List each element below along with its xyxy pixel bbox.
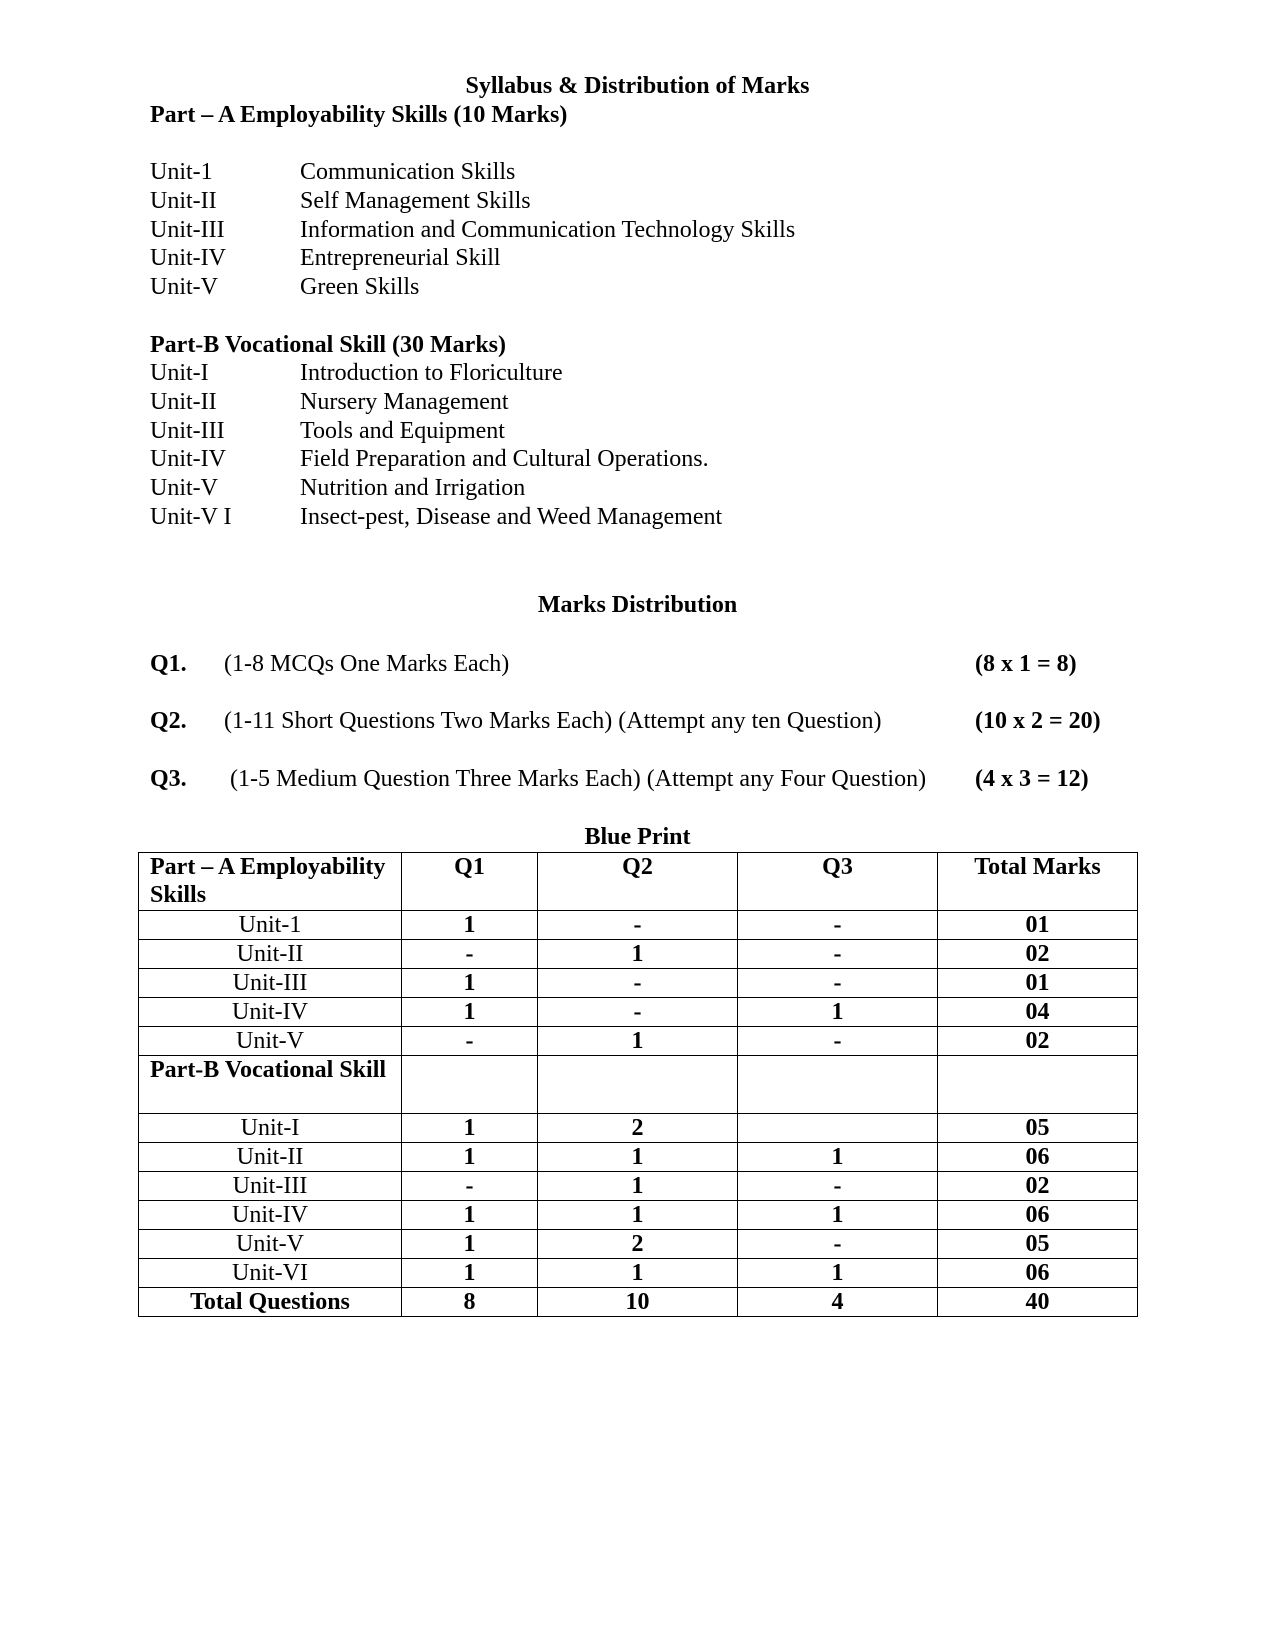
unit-code: Unit-V I [150, 503, 232, 530]
unit-name: Field Preparation and Cultural Operations. [300, 446, 709, 473]
q1-cell: - [402, 940, 538, 969]
total-cell: 01 [938, 911, 1138, 940]
totals-label-cell: Total Questions [139, 1288, 402, 1317]
unit-cell: Unit-III [139, 969, 402, 998]
q3-cell: 1 [738, 1143, 938, 1172]
part-a-unit-row [150, 158, 795, 187]
part-a-heading: Part – A Employability Skills (10 Marks) [150, 102, 568, 128]
empty-cell [402, 1056, 538, 1114]
unit-name: Tools and Equipment [300, 417, 505, 444]
q3-cell: - [738, 911, 938, 940]
part-b-unit-row [150, 445, 722, 474]
blue-print-table [138, 852, 1138, 1317]
empty-cell [738, 1056, 938, 1114]
q3-cell: - [738, 1172, 938, 1201]
q2-cell: 1 [538, 940, 738, 969]
q3-cell: 1 [738, 998, 938, 1027]
q2-cell: - [538, 998, 738, 1027]
table-row [139, 998, 1138, 1027]
total-cell: 04 [938, 998, 1138, 1027]
question-number: Q1. [150, 651, 187, 677]
totals-row [139, 1288, 1138, 1317]
unit-name: Nursery Management [300, 388, 509, 415]
q1-cell: - [402, 1027, 538, 1056]
total-cell: 01 [938, 969, 1138, 998]
part-b-unit-row [150, 388, 722, 417]
unit-name: Insect-pest, Disease and Weed Management [300, 503, 723, 530]
table-row [139, 1027, 1138, 1056]
total-cell: 06 [938, 1201, 1138, 1230]
q3-cell: - [738, 1027, 938, 1056]
unit-cell: Unit-II [139, 1143, 402, 1172]
q1-cell: 1 [402, 1143, 538, 1172]
unit-code: Unit-II [150, 388, 217, 415]
unit-name: Self Management Skills [300, 187, 531, 214]
part-a-header-cell: Part – A Employability Skills [139, 853, 402, 911]
question-description: (1-8 MCQs One Marks Each) [224, 651, 510, 677]
q2-total-cell: 10 [538, 1288, 738, 1317]
question-marks: (8 x 1 = 8) [975, 651, 1077, 677]
part-b-unit-list [150, 359, 722, 532]
blue-print-title: Blue Print [584, 824, 691, 850]
table-row [139, 1259, 1138, 1288]
q2-cell: 2 [538, 1230, 738, 1259]
part-a-unit-row [150, 216, 795, 245]
unit-name: Communication Skills [300, 159, 516, 185]
marks-distribution-title: Marks Distribution [537, 592, 738, 618]
unit-name: Introduction to Floriculture [300, 360, 563, 386]
unit-cell: Unit-I [139, 1114, 402, 1143]
unit-name: Green Skills [300, 274, 420, 301]
total-cell: 02 [938, 940, 1138, 969]
total-cell: 02 [938, 1027, 1138, 1056]
q1-cell: 1 [402, 1114, 538, 1143]
table-row [139, 1201, 1138, 1230]
q3-cell: - [738, 969, 938, 998]
page-title: Syllabus & Distribution of Marks [465, 73, 810, 99]
q1-cell: 1 [402, 1259, 538, 1288]
unit-name: Information and Communication Technology Skills [300, 216, 796, 243]
part-b-heading: Part-B Vocational Skill (30 Marks) [150, 332, 507, 358]
empty-cell [938, 1056, 1138, 1114]
part-a-unit-row [150, 273, 795, 302]
part-a-unit-list [150, 158, 795, 302]
unit-cell: Unit-VI [139, 1259, 402, 1288]
total-header-cell: Total Marks [938, 853, 1138, 911]
question-number: Q3. [150, 766, 187, 792]
unit-cell: Unit-V [139, 1027, 402, 1056]
q3-header-cell: Q3 [738, 853, 938, 911]
q1-cell: 1 [402, 911, 538, 940]
q2-header-cell: Q2 [538, 853, 738, 911]
table-row [139, 940, 1138, 969]
question-marks: (4 x 3 = 12) [975, 766, 1089, 792]
part-b-unit-row [150, 474, 722, 503]
table-row [139, 1230, 1138, 1259]
table-row [139, 969, 1138, 998]
q2-cell: 1 [538, 1143, 738, 1172]
q2-cell: 2 [538, 1114, 738, 1143]
part-a-unit-row [150, 244, 795, 273]
unit-code: Unit-III [150, 216, 225, 243]
total-cell: 06 [938, 1143, 1138, 1172]
q2-cell: - [538, 969, 738, 998]
unit-cell: Unit-V [139, 1230, 402, 1259]
part-b-unit-row [150, 503, 722, 532]
q1-cell: 1 [402, 1201, 538, 1230]
table-row [139, 911, 1138, 940]
empty-cell [538, 1056, 738, 1114]
table-row [139, 1114, 1138, 1143]
unit-code: Unit-II [150, 187, 217, 214]
unit-code: Unit-I [150, 360, 209, 386]
question-description: (1-11 Short Questions Two Marks Each) (Attempt any ten Question) [224, 708, 882, 734]
unit-cell: Unit-1 [139, 911, 402, 940]
q3-cell: - [738, 1230, 938, 1259]
q2-cell: - [538, 911, 738, 940]
q1-total-cell: 8 [402, 1288, 538, 1317]
q3-cell: 1 [738, 1201, 938, 1230]
unit-code: Unit-1 [150, 159, 213, 185]
unit-code: Unit-IV [150, 245, 226, 272]
q1-cell: 1 [402, 1230, 538, 1259]
question-marks: (10 x 2 = 20) [975, 708, 1101, 734]
q2-cell: 1 [538, 1201, 738, 1230]
total-cell: 05 [938, 1230, 1138, 1259]
part-b-unit-row [150, 359, 722, 388]
q1-cell: 1 [402, 969, 538, 998]
total-cell: 06 [938, 1259, 1138, 1288]
table-row [139, 1143, 1138, 1172]
q2-cell: 1 [538, 1027, 738, 1056]
q1-cell: 1 [402, 998, 538, 1027]
unit-code: Unit-V [150, 274, 218, 301]
unit-code: Unit-IV [150, 446, 226, 473]
unit-cell: Unit-III [139, 1172, 402, 1201]
q3-cell [738, 1114, 938, 1143]
question-description: (1-5 Medium Question Three Marks Each) (Attempt any Four Question) [230, 766, 927, 792]
q2-cell: 1 [538, 1172, 738, 1201]
total-cell: 02 [938, 1172, 1138, 1201]
q2-cell: 1 [538, 1259, 738, 1288]
part-b-unit-row [150, 417, 722, 446]
q1-header-cell: Q1 [402, 853, 538, 911]
unit-name: Nutrition and Irrigation [300, 475, 526, 502]
unit-cell: Unit-IV [139, 998, 402, 1027]
total-cell: 05 [938, 1114, 1138, 1143]
table-row [139, 1172, 1138, 1201]
part-b-label-cell: Part-B Vocational Skill [139, 1056, 402, 1114]
unit-code: Unit-III [150, 417, 225, 444]
question-number: Q2. [150, 708, 187, 734]
unit-cell: Unit-IV [139, 1201, 402, 1230]
table-header-row [139, 853, 1138, 911]
part-a-unit-row [150, 187, 795, 216]
part-b-section-row [139, 1056, 1138, 1114]
q3-total-cell: 4 [738, 1288, 938, 1317]
q1-cell: - [402, 1172, 538, 1201]
q3-cell: - [738, 940, 938, 969]
unit-name: Entrepreneurial Skill [300, 245, 501, 272]
grand-total-cell: 40 [938, 1288, 1138, 1317]
unit-cell: Unit-II [139, 940, 402, 969]
unit-code: Unit-V [150, 475, 218, 502]
q3-cell: 1 [738, 1259, 938, 1288]
